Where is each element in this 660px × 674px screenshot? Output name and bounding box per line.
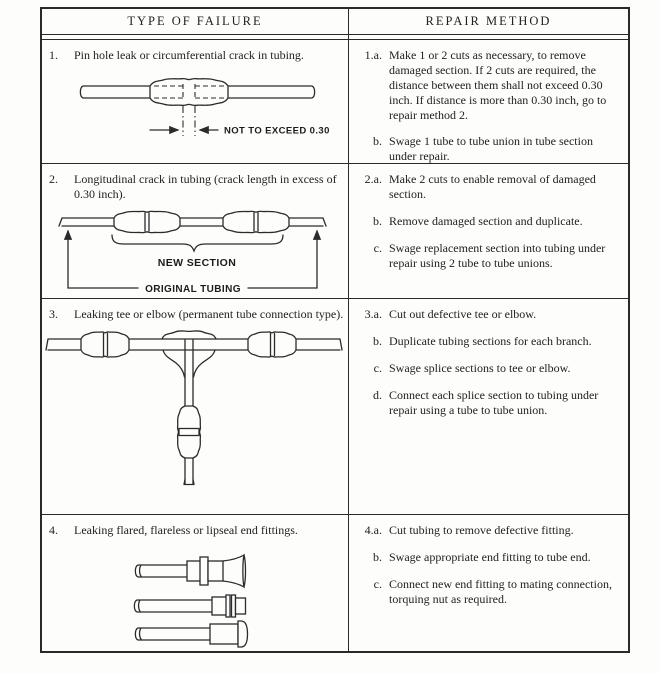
failure-text-3: Leaking tee or elbow (permanent tube connection type). — [74, 307, 344, 321]
new-section-brace — [112, 235, 283, 251]
repair-step — [349, 523, 628, 538]
repair-cell-4 — [349, 515, 628, 651]
failure-number-3: 3. — [49, 307, 58, 321]
step-label: b. — [373, 214, 382, 228]
repair-cell-2 — [349, 164, 628, 298]
swage-union-right — [248, 332, 296, 357]
repair-step — [349, 388, 628, 418]
repair-step — [349, 172, 628, 202]
step-text: Connect each splice section to tubing under repair using a tube to tube union. — [389, 388, 599, 417]
end-fittings-diagram — [42, 540, 348, 652]
table-row-2 — [42, 164, 628, 299]
failure-cell-3 — [42, 299, 349, 514]
step-label: c. — [373, 577, 382, 591]
tee-top-bump — [162, 331, 216, 339]
repair-step — [349, 48, 628, 123]
step-text: Cut tubing to remove defective fitting. — [389, 523, 574, 537]
cut-extension-lines — [183, 106, 195, 136]
lipseal-fitting — [135, 621, 247, 647]
repair-step — [349, 307, 628, 322]
repair-step — [349, 214, 628, 229]
step-label: d. — [373, 388, 382, 402]
step-label: b. — [373, 134, 382, 148]
failure-text-1: Pin hole leak or circumferential crack in tubing. — [74, 48, 304, 62]
failure-number-2: 2. — [49, 172, 58, 186]
failure-repair-table — [40, 7, 630, 653]
ridge-ring — [226, 595, 230, 617]
repair-cell-3 — [349, 299, 628, 514]
leaking-tee-diagram — [42, 324, 348, 496]
repair-step — [349, 577, 628, 607]
repair-step — [349, 134, 628, 164]
tube-line — [134, 600, 212, 612]
swage-union-left — [81, 332, 129, 357]
step-text: Make 2 cuts to enable removal of damaged section. — [389, 172, 596, 201]
table-header-row — [42, 9, 628, 35]
step-text: Swage appropriate end fitting to tube end. — [389, 550, 591, 564]
original-tubing-label: ORIGINAL TUBING — [145, 284, 241, 295]
swage-union — [150, 79, 228, 106]
step-text: Connect new end fitting to mating connection, torquing nut as required. — [389, 577, 612, 606]
step-text: Cut out defective tee or elbow. — [389, 307, 537, 321]
failure-text-4: Leaking flared, flareless or lipseal end fittings. — [74, 523, 298, 537]
double-rule-right — [349, 35, 628, 39]
header-type-of-failure: TYPE OF FAILURE — [42, 9, 349, 34]
table-row-1 — [42, 40, 628, 164]
tube-line — [135, 628, 210, 640]
failure-title-3 — [42, 299, 348, 322]
step-label: b. — [373, 334, 382, 348]
failure-title-4 — [42, 515, 348, 538]
step-label: c. — [373, 241, 382, 255]
step-label: b. — [373, 550, 382, 564]
step-text: Make 1 or 2 cuts as necessary, to remove damaged section. If 2 cuts are required, the distance between them shall not exceed 0.30 inch. If distance is more than 0.30 inch, go to repair method 2. — [389, 48, 607, 122]
branch-union-band — [179, 429, 199, 436]
failure-text-2: Longitudinal crack in tubing (crack length in excess of 0.30 inch). — [74, 172, 337, 201]
not-to-exceed-label: NOT TO EXCEED 0.30 — [224, 125, 330, 137]
longitudinal-crack-diagram — [42, 204, 348, 300]
repair-step — [349, 361, 628, 376]
flared-fitting — [135, 555, 245, 587]
step-text: Remove damaged section and duplicate. — [389, 214, 583, 228]
fitting-nut — [200, 557, 208, 585]
header-repair-method: REPAIR METHOD — [425, 14, 552, 28]
new-section-label: NEW SECTION — [157, 257, 237, 269]
failure-cell-4 — [42, 515, 349, 651]
branch-lower-tube — [184, 458, 194, 485]
repair-step — [349, 334, 628, 349]
failure-title-2 — [42, 164, 348, 202]
step-text: Duplicate tubing sections for each branch. — [389, 334, 592, 348]
flare-bell — [223, 555, 246, 587]
step-text: Swage replacement section into tubing under repair using 2 tube to tube unions. — [389, 241, 606, 270]
swage-union-left — [114, 211, 180, 232]
pin-hole-leak-diagram — [42, 66, 348, 156]
repair-step — [349, 241, 628, 271]
swage-union-right — [223, 211, 289, 232]
repair-step — [349, 550, 628, 565]
step-label: 3.a. — [364, 307, 382, 321]
step-text: Swage splice sections to tee or elbow. — [389, 361, 571, 375]
table-row-3 — [42, 299, 628, 515]
step-label: 4.a. — [364, 523, 382, 537]
fitting-body — [208, 561, 223, 581]
failure-cell-2 — [42, 164, 349, 298]
failure-number-1: 1. — [49, 48, 58, 62]
double-rule-left — [42, 35, 349, 39]
failure-cell-1 — [42, 40, 349, 163]
repair-cell-1 — [349, 40, 628, 163]
failure-title-1 — [42, 40, 348, 63]
tee-skirt — [163, 350, 215, 377]
step-label: 1.a. — [364, 48, 382, 62]
table-row-4 — [42, 515, 628, 651]
fitting-end — [236, 598, 246, 614]
step-label: 2.a. — [364, 172, 382, 186]
fitting-sleeve — [212, 597, 227, 615]
tube-line — [135, 565, 187, 577]
fitting-cylinder — [210, 624, 238, 644]
step-text: Swage 1 tube to tube union in tube section under repair. — [389, 134, 593, 163]
failure-number-4: 4. — [49, 523, 58, 537]
flareless-fitting — [134, 595, 245, 617]
fitting-flange — [238, 621, 248, 647]
step-label: c. — [373, 361, 382, 375]
